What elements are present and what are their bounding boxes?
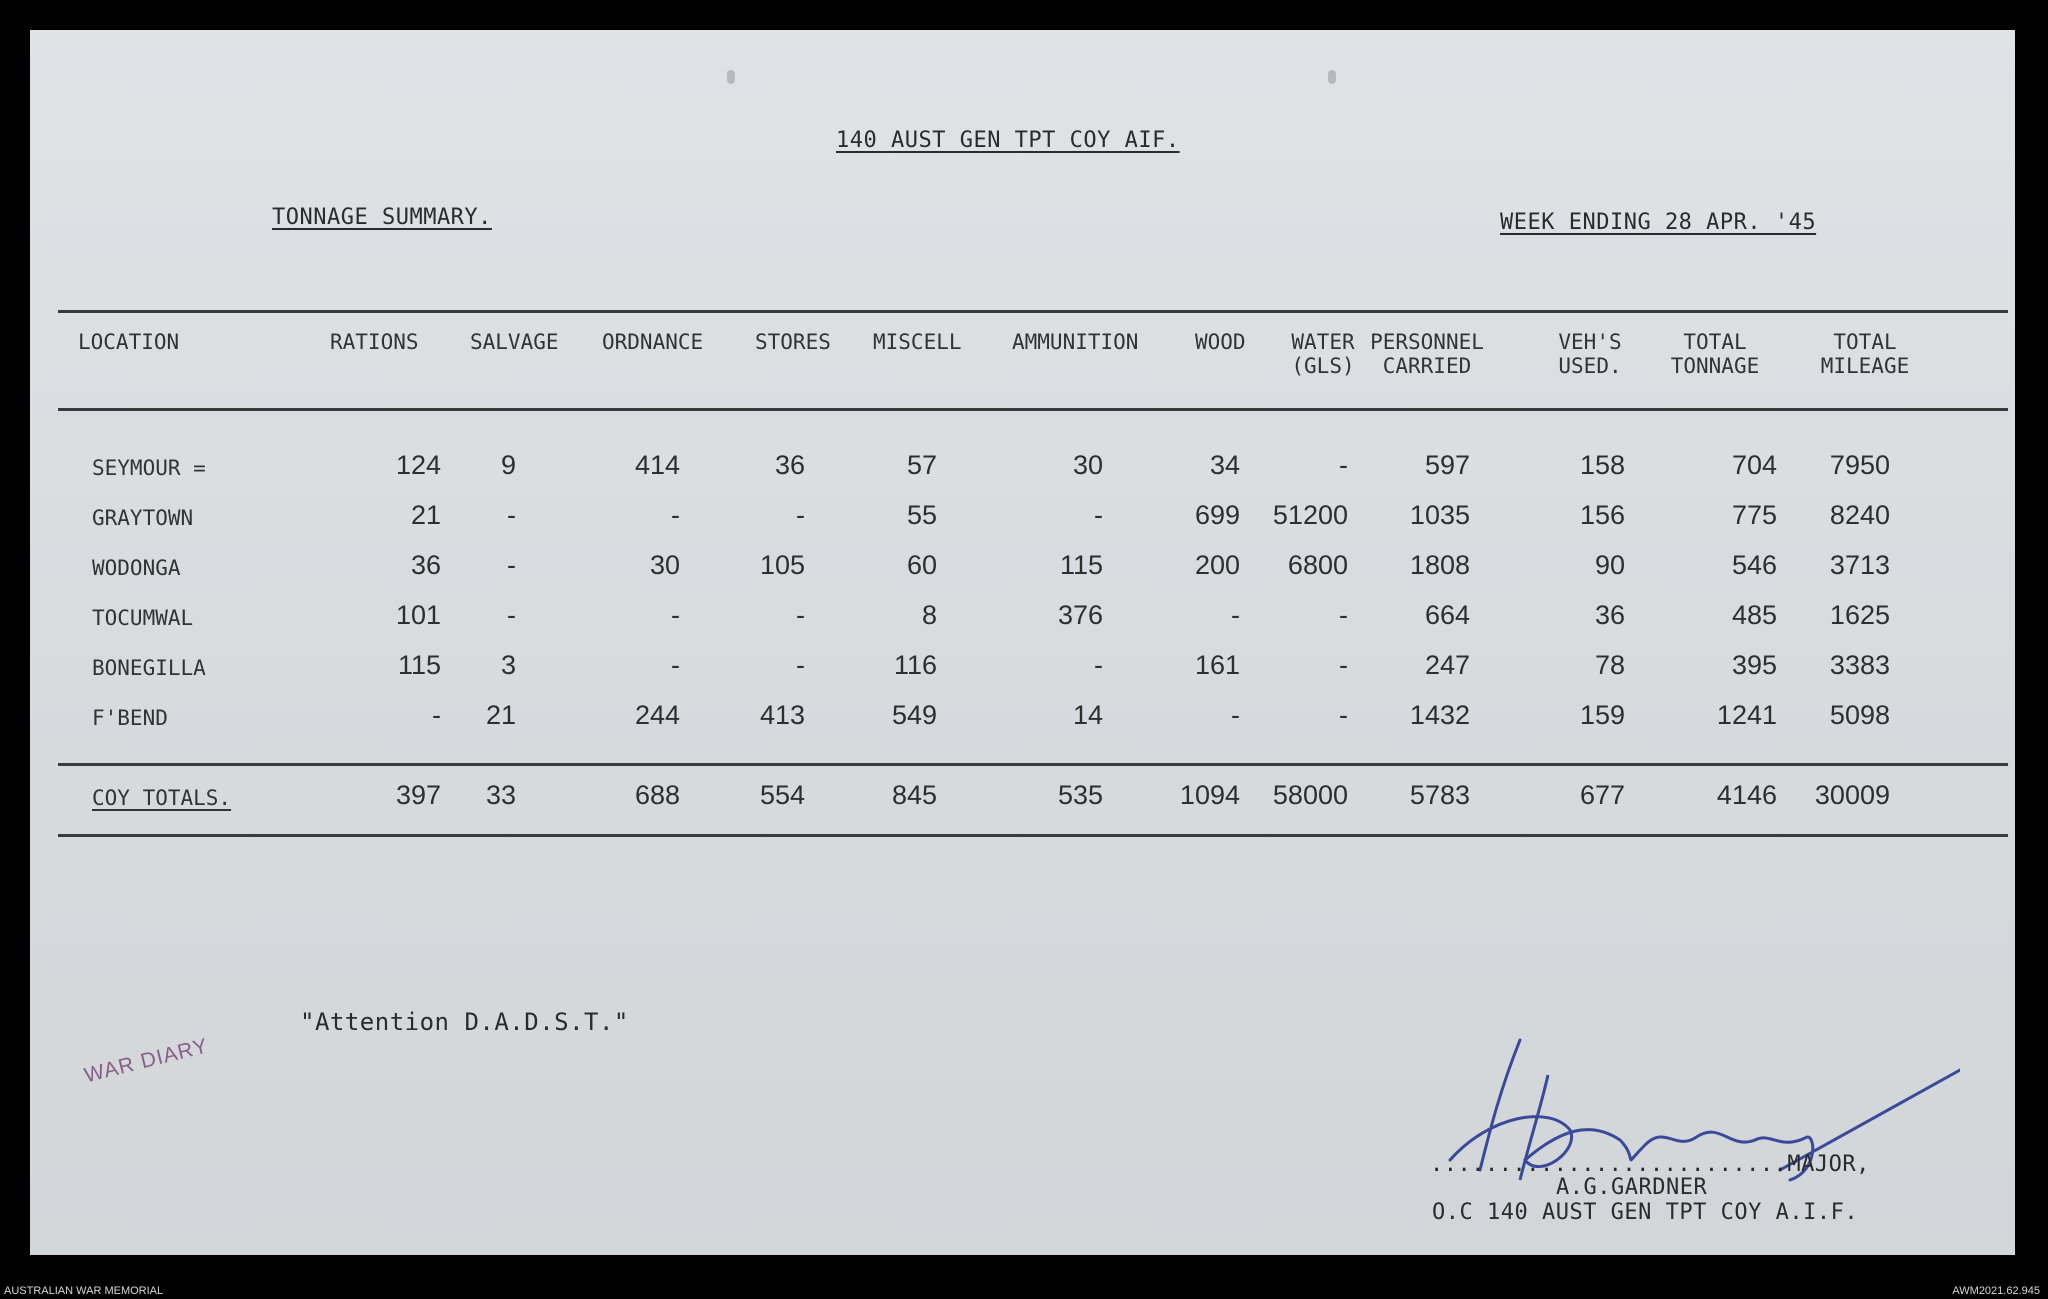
table-cell: 597 bbox=[1424, 450, 1470, 480]
table-cell: - bbox=[796, 650, 805, 680]
table-cell: 699 bbox=[1194, 500, 1240, 530]
table-cell: - bbox=[1094, 500, 1103, 530]
column-header-line1: STORES bbox=[755, 330, 831, 354]
table-cell: 704 bbox=[1731, 450, 1777, 480]
column-header bbox=[1640, 330, 1790, 378]
table-cell: 5098 bbox=[1829, 700, 1890, 730]
column-header bbox=[330, 330, 419, 354]
table-cell: - bbox=[507, 500, 516, 530]
table-cell: 247 bbox=[1424, 650, 1470, 680]
table-cell: 3 bbox=[500, 650, 516, 680]
table-cell: 30 bbox=[1072, 450, 1103, 480]
attention-note: "Attention D.A.D.S.T." bbox=[300, 1008, 629, 1036]
column-header-line2: (GLS) bbox=[1291, 354, 1355, 378]
table-cell: 55 bbox=[906, 500, 937, 530]
column-header bbox=[470, 330, 559, 354]
table-bottom-rule bbox=[58, 834, 2008, 837]
table-cell: 376 bbox=[1057, 600, 1103, 630]
table-cell: 51200 bbox=[1272, 500, 1348, 530]
table-cell: 1241 bbox=[1716, 700, 1777, 730]
table-cell: - bbox=[507, 550, 516, 580]
table-cell: 124 bbox=[395, 450, 441, 480]
totals-top-rule bbox=[58, 763, 2008, 766]
tonnage-summary-heading: TONNAGE SUMMARY. bbox=[272, 205, 492, 230]
totals-cell: 677 bbox=[1579, 780, 1625, 810]
column-header-line1: LOCATION bbox=[78, 330, 180, 354]
table-cell: - bbox=[1339, 650, 1348, 680]
column-header-line1: AMMUNITION bbox=[1012, 330, 1139, 354]
table-cell: - bbox=[1339, 600, 1348, 630]
column-header bbox=[1012, 330, 1138, 354]
column-header bbox=[873, 330, 962, 354]
table-cell: 395 bbox=[1731, 650, 1777, 680]
table-cell: 34 bbox=[1209, 450, 1240, 480]
totals-cell: 688 bbox=[634, 780, 680, 810]
table-cell: 413 bbox=[759, 700, 805, 730]
table-cell: 244 bbox=[634, 700, 680, 730]
column-header-line1: TOTAL bbox=[1683, 330, 1747, 354]
column-header-line2: TONNAGE bbox=[1670, 354, 1760, 378]
table-cell: - bbox=[1339, 700, 1348, 730]
signature-line: ..........................MAJOR, bbox=[1430, 1152, 1870, 1177]
table-cell: 90 bbox=[1594, 550, 1625, 580]
totals-cell: 5783 bbox=[1409, 780, 1470, 810]
header-bottom-rule bbox=[58, 408, 2008, 411]
table-cell: 115 bbox=[397, 650, 441, 680]
column-header bbox=[755, 330, 831, 354]
table-cell: 7950 bbox=[1829, 450, 1890, 480]
row-location: WODONGA bbox=[92, 556, 181, 580]
table-cell: 161 bbox=[1194, 650, 1240, 680]
column-header-line1: WOOD bbox=[1195, 330, 1246, 354]
table-cell: 57 bbox=[906, 450, 937, 480]
table-cell: 156 bbox=[1579, 500, 1625, 530]
table-cell: 78 bbox=[1594, 650, 1625, 680]
table-cell: 9 bbox=[500, 450, 516, 480]
totals-cell: 4146 bbox=[1716, 780, 1777, 810]
footer-right: AWM2021.62.945 bbox=[1952, 1285, 2040, 1297]
totals-cell: 554 bbox=[759, 780, 805, 810]
table-cell: - bbox=[671, 500, 680, 530]
column-header-line1: TOTAL bbox=[1833, 330, 1897, 354]
table-cell: 158 bbox=[1579, 450, 1625, 480]
table-cell: 159 bbox=[1579, 700, 1625, 730]
table-cell: 8 bbox=[921, 600, 937, 630]
table-cell: - bbox=[796, 600, 805, 630]
table-cell: - bbox=[671, 650, 680, 680]
table-cell: 36 bbox=[410, 550, 441, 580]
punch-hole-right bbox=[1328, 70, 1336, 84]
table-cell: - bbox=[507, 600, 516, 630]
column-header bbox=[1195, 330, 1246, 354]
table-cell: 14 bbox=[1072, 700, 1103, 730]
row-location: F'BEND bbox=[92, 706, 168, 730]
column-header-line1: VEH'S bbox=[1558, 330, 1622, 354]
table-cell: 549 bbox=[891, 700, 937, 730]
table-cell: 485 bbox=[1731, 600, 1777, 630]
totals-cell: 30009 bbox=[1814, 780, 1890, 810]
table-top-rule bbox=[58, 310, 2008, 313]
totals-cell: 1094 bbox=[1179, 780, 1240, 810]
column-header-line1: SALVAGE bbox=[470, 330, 559, 354]
totals-cell: 397 bbox=[395, 780, 441, 810]
document-title: 140 AUST GEN TPT COY AIF. bbox=[836, 128, 1180, 153]
table-cell: - bbox=[671, 600, 680, 630]
table-cell: 105 bbox=[759, 550, 805, 580]
table-cell: - bbox=[432, 700, 441, 730]
column-header-line1: RATIONS bbox=[330, 330, 419, 354]
table-cell: 115 bbox=[1059, 550, 1103, 580]
week-ending-heading: WEEK ENDING 28 APR. '45 bbox=[1500, 210, 1817, 235]
column-header bbox=[1790, 330, 1940, 378]
table-cell: - bbox=[1339, 450, 1348, 480]
table-cell: - bbox=[1231, 700, 1240, 730]
signatory-name: A.G.GARDNER bbox=[1556, 1175, 1708, 1200]
punch-hole-left bbox=[727, 70, 735, 84]
column-header-line1: MISCELL bbox=[873, 330, 962, 354]
table-cell: 116 bbox=[893, 650, 937, 680]
column-header bbox=[1352, 330, 1502, 378]
table-cell: 775 bbox=[1731, 500, 1777, 530]
column-header-line2: USED. bbox=[1558, 354, 1622, 378]
table-cell: 1035 bbox=[1409, 500, 1470, 530]
table-cell: 21 bbox=[485, 700, 516, 730]
table-cell: 101 bbox=[395, 600, 441, 630]
column-header-line2: CARRIED bbox=[1382, 354, 1472, 378]
column-header-line2: MILEAGE bbox=[1820, 354, 1910, 378]
table-cell: 546 bbox=[1731, 550, 1777, 580]
row-location: SEYMOUR = bbox=[92, 456, 206, 480]
table-cell: 36 bbox=[1594, 600, 1625, 630]
totals-cell: 33 bbox=[485, 780, 516, 810]
totals-label: COY TOTALS. bbox=[92, 786, 232, 810]
table-cell: 3713 bbox=[1829, 550, 1890, 580]
totals-cell: 535 bbox=[1057, 780, 1103, 810]
column-header-line1: ORDNANCE bbox=[602, 330, 704, 354]
totals-cell: 58000 bbox=[1272, 780, 1348, 810]
table-cell: 60 bbox=[906, 550, 937, 580]
footer-left: AUSTRALIAN WAR MEMORIAL bbox=[4, 1285, 164, 1297]
table-cell: 8240 bbox=[1829, 500, 1890, 530]
totals-cell: 845 bbox=[891, 780, 937, 810]
table-cell: - bbox=[1231, 600, 1240, 630]
table-cell: 1808 bbox=[1409, 550, 1470, 580]
column-header-line1: WATER bbox=[1291, 330, 1355, 354]
signatory-position: O.C 140 AUST GEN TPT COY A.I.F. bbox=[1432, 1200, 1859, 1225]
row-location: GRAYTOWN bbox=[92, 506, 194, 530]
table-cell: 21 bbox=[410, 500, 441, 530]
table-cell: 1625 bbox=[1829, 600, 1890, 630]
table-cell: 3383 bbox=[1829, 650, 1890, 680]
table-cell: 30 bbox=[649, 550, 680, 580]
table-cell: 200 bbox=[1194, 550, 1240, 580]
table-cell: - bbox=[1094, 650, 1103, 680]
table-cell: - bbox=[796, 500, 805, 530]
table-cell: 414 bbox=[634, 450, 680, 480]
table-cell: 1432 bbox=[1409, 700, 1470, 730]
war-diary-stamp: WAR DIARY bbox=[82, 1034, 211, 1088]
table-cell: 664 bbox=[1424, 600, 1470, 630]
column-header bbox=[602, 330, 703, 354]
column-header bbox=[78, 330, 179, 354]
column-header-line1: PERSONNEL bbox=[1370, 330, 1484, 354]
row-location: TOCUMWAL bbox=[92, 606, 194, 630]
table-cell: 36 bbox=[774, 450, 805, 480]
row-location: BONEGILLA bbox=[92, 656, 206, 680]
table-cell: 6800 bbox=[1287, 550, 1348, 580]
